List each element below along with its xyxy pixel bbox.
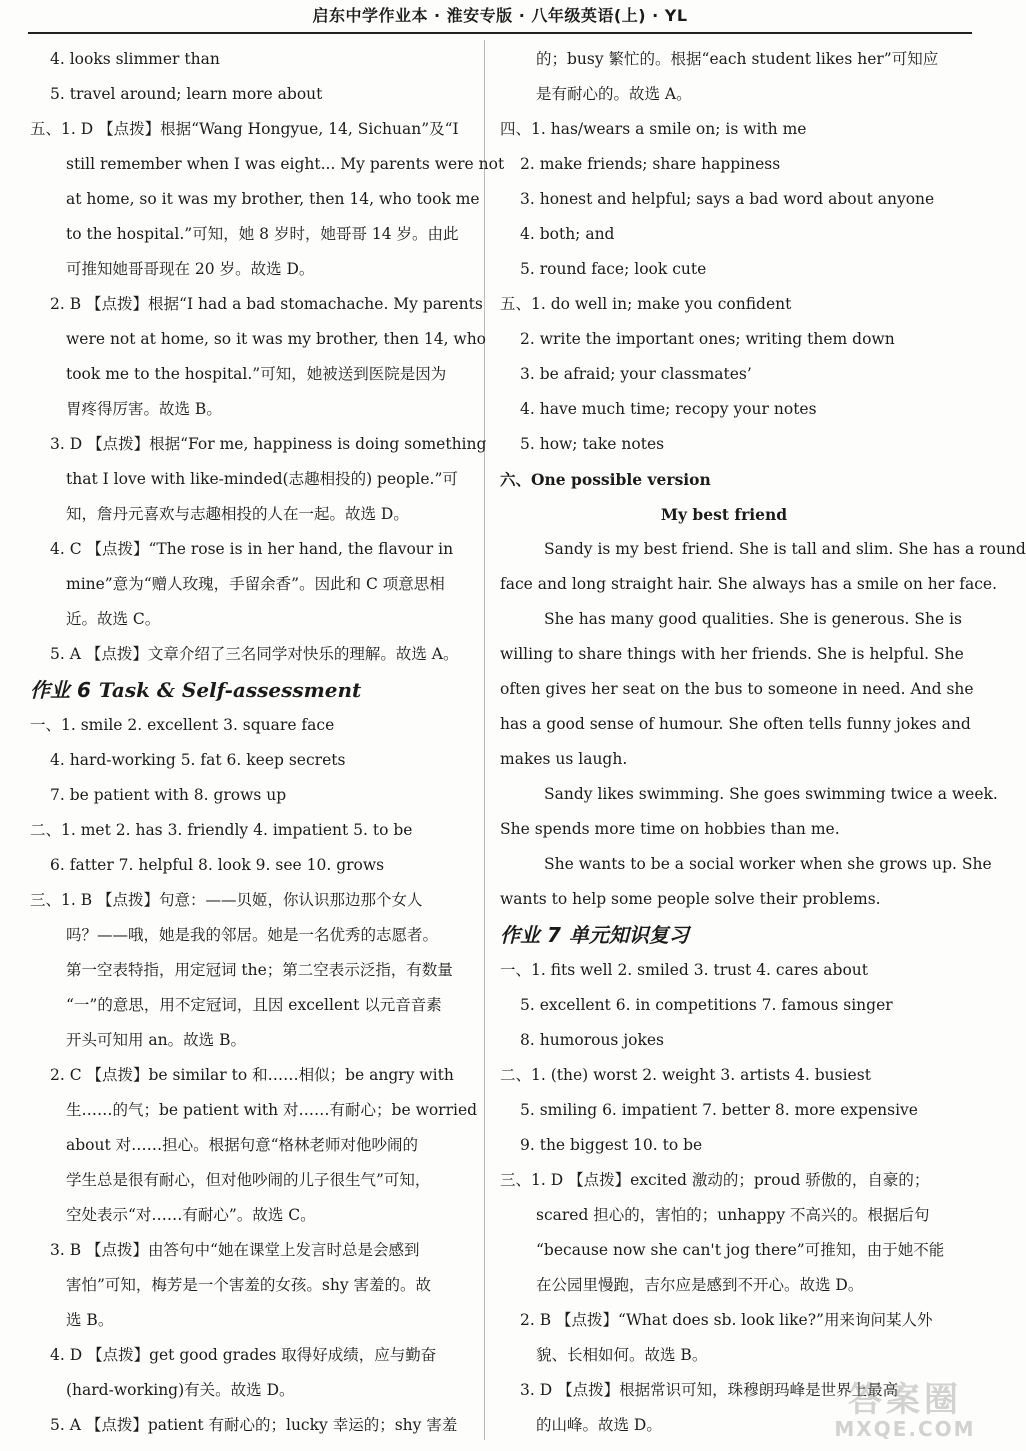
- section-heading: [500, 917, 948, 953]
- text-line: 近。故选 C。: [66, 610, 161, 628]
- text-line: She spends more time on hobbies than me.: [500, 820, 840, 838]
- left-column: [30, 42, 505, 1443]
- text-line: “一”的意思，用不定冠词，且因 excellent 以元音音素: [66, 996, 442, 1014]
- text-line: 貌、长相如何。故选 B。: [536, 1346, 708, 1364]
- text-line: about 对……担心。根据句意“格林老师对他吵闹的: [66, 1136, 419, 1154]
- watermark-line-1: 答案圈: [848, 1380, 962, 1420]
- text-line: wants to help some people solve their problems.: [500, 890, 881, 908]
- text-line: 胃疼得厉害。故选 B。: [66, 400, 222, 418]
- text-line: at home, so it was my brother, then 14, who took me: [66, 190, 480, 208]
- text-line: 4. looks slimmer than: [50, 50, 220, 68]
- text-line: 一、1. smile 2. excellent 3. square face: [30, 716, 335, 734]
- text-line: were not at home, so it was my brother, then 14, who: [66, 330, 487, 348]
- text-line: that I love with like-minded(志趣相投的) people.”可: [66, 470, 458, 488]
- text-line: She wants to be a social worker when she grows up. She: [544, 855, 992, 873]
- text-line: Sandy is my best friend. She is tall and slim. She has a round: [544, 540, 1026, 558]
- text-line: 5. smiling 6. impatient 7. better 8. more expensive: [520, 1101, 918, 1119]
- text-line: 生……的气；be patient with 对……有耐心；be worried: [66, 1101, 478, 1119]
- text-line: often gives her seat on the bus to someone in need. And she: [500, 680, 974, 698]
- text-line: 第一空表特指，用定冠词 the；第二空表示泛指，有数量: [66, 961, 453, 979]
- text-line: She has many good qualities. She is generous. She is: [544, 610, 963, 628]
- text-line: 3. be afraid; your classmates’: [520, 365, 752, 383]
- text-line: 害怕”可知，梅芳是一个害羞的女孩。shy 害羞的。故: [66, 1276, 432, 1294]
- text-line: Sandy likes swimming. She goes swimming twice a week.: [544, 785, 998, 803]
- text-line: 的；busy 繁忙的。根据“each student likes her”可知应: [536, 50, 939, 68]
- right-column: [500, 42, 1026, 1443]
- text-line: (hard-working)有关。故选 D。: [66, 1381, 295, 1399]
- section-title: 单元知识复习: [568, 923, 689, 947]
- text-line: 5. how; take notes: [520, 435, 665, 453]
- section-title: Task & Self-assessment: [98, 678, 362, 702]
- text-line: 4. D 【点拨】get good grades 取得好成绩，应与勤奋: [50, 1346, 437, 1364]
- watermark: [820, 1382, 990, 1444]
- text-line: 7. be patient with 8. grows up: [50, 786, 287, 804]
- text-line: 4. C 【点拨】“The rose is in her hand, the flavour in: [50, 540, 454, 558]
- column-divider: [484, 40, 485, 1440]
- text-line: makes us laugh.: [500, 750, 628, 768]
- text-line: 五、1. D 【点拨】根据“Wang Hongyue, 14, Sichuan”及“I: [30, 120, 459, 138]
- text-line: willing to share things with her friends. She is helpful. She: [500, 645, 964, 663]
- text-line: 一、1. fits well 2. smiled 3. trust 4. cares about: [500, 961, 869, 979]
- text-line: 5. excellent 6. in competitions 7. famous singer: [520, 996, 893, 1014]
- text-line: 六、One possible version: [500, 470, 711, 489]
- essay-title: My best friend: [660, 505, 788, 524]
- text-line: 二、1. (the) worst 2. weight 3. artists 4. busiest: [500, 1066, 871, 1084]
- text-line: 3. D 【点拨】根据“For me, happiness is doing something: [50, 435, 487, 453]
- text-line: 5. round face; look cute: [520, 260, 707, 278]
- text-line: 5. A 【点拨】文章介绍了三名同学对快乐的理解。故选 A。: [50, 645, 459, 663]
- text-line: 三、1. B 【点拨】句意：——贝姬，你认识那边那个女人: [30, 891, 423, 909]
- text-line: 五、1. do well in; make you confident: [500, 295, 792, 313]
- text-line: 3. D 【点拨】根据常识可知，珠穆朗玛峰是世界上最高: [520, 1381, 899, 1399]
- text-line: 2. make friends; share happiness: [520, 155, 781, 173]
- text-line: 5. A 【点拨】patient 有耐心的；lucky 幸运的；shy 害羞: [50, 1416, 458, 1434]
- text-line: 空处表示“对……有耐心”。故选 C。: [66, 1206, 316, 1224]
- text-line: 2. C 【点拨】be similar to 和……相似；be angry with: [50, 1066, 454, 1084]
- text-line: 吗？——哦，她是我的邻居。她是一名优秀的志愿者。: [66, 926, 439, 944]
- text-line: 四、1. has/wears a smile on; is with me: [500, 120, 807, 138]
- header-title: 启东中学作业本 · 淮安专版 · 八年级英语(上) · YL: [312, 6, 688, 25]
- text-line: 是有耐心的。故选 A。: [536, 85, 692, 103]
- text-line: 5. travel around; learn more about: [50, 85, 323, 103]
- text-line: 三、1. D 【点拨】excited 激动的；proud 骄傲的，自豪的；: [500, 1171, 930, 1189]
- text-line: 8. humorous jokes: [520, 1031, 664, 1049]
- text-line: 知，詹丹元喜欢与志趣相投的人在一起。故选 D。: [66, 505, 409, 523]
- text-line: face and long straight hair. She always has a smile on her face.: [500, 575, 998, 593]
- text-line: 学生总是很有耐心，但对他吵闹的儿子很生气”可知，: [66, 1171, 431, 1189]
- text-line: 4. hard-working 5. fat 6. keep secrets: [50, 751, 346, 769]
- section-heading: [30, 672, 470, 708]
- text-line: took me to the hospital.”可知，她被送到医院是因为: [66, 365, 447, 383]
- text-line: has a good sense of humour. She often tells funny jokes and: [500, 715, 971, 733]
- text-line: “because now she can't jog there”可推知，由于她不能: [536, 1241, 945, 1259]
- page-header: [28, 0, 972, 34]
- text-line: 6. fatter 7. helpful 8. look 9. see 10. grows: [50, 856, 385, 874]
- section-number: 作业 7: [500, 923, 561, 947]
- text-line: mine”意为“赠人玫瑰，手留余香”。因此和 C 项意思相: [66, 575, 445, 593]
- text-line: 在公园里慢跑，吉尔应是感到不开心。故选 D。: [536, 1276, 864, 1294]
- text-line: 4. both; and: [520, 225, 615, 243]
- text-line: 3. B 【点拨】由答句中“她在课堂上发言时总是会感到: [50, 1241, 420, 1259]
- section-number: 作业 6: [30, 678, 91, 702]
- text-line: 选 B。: [66, 1311, 114, 1329]
- text-line: 2. B 【点拨】“What does sb. look like?”用来询问某人外: [520, 1311, 933, 1329]
- text-line: 的山峰。故选 D。: [536, 1416, 662, 1434]
- text-line: 2. B 【点拨】根据“I had a bad stomachache. My parents: [50, 295, 483, 313]
- text-line: 二、1. met 2. has 3. friendly 4. impatient 5. to be: [30, 821, 413, 839]
- text-line: still remember when I was eight... My parents were not: [66, 155, 505, 173]
- text-line: 2. write the important ones; writing them down: [520, 330, 895, 348]
- text-line: to the hospital.”可知，她 8 岁时，她哥哥 14 岁。由此: [66, 225, 459, 243]
- text-line: 4. have much time; recopy your notes: [520, 400, 817, 418]
- text-line: 9. the biggest 10. to be: [520, 1136, 703, 1154]
- watermark-line-2: MXQE.COM: [834, 1417, 976, 1441]
- text-line: 开头可知用 an。故选 B。: [66, 1031, 246, 1049]
- text-line: 3. honest and helpful; says a bad word about anyone: [520, 190, 935, 208]
- text-line: 可推知她哥哥现在 20 岁。故选 D。: [66, 260, 315, 278]
- text-line: scared 担心的，害怕的；unhappy 不高兴的。根据后句: [536, 1206, 930, 1224]
